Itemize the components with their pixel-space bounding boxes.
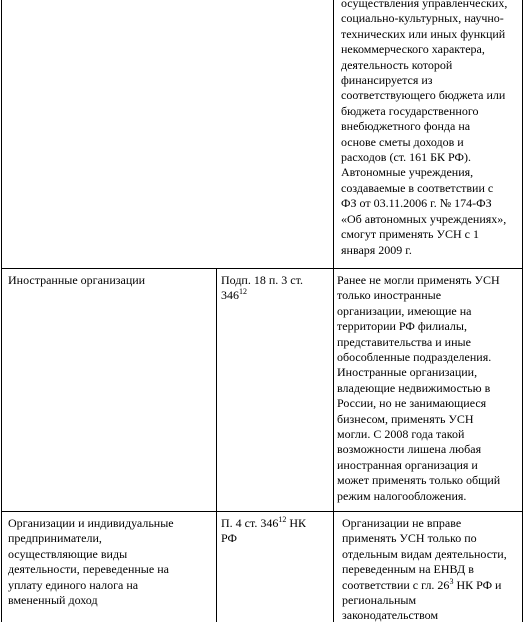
comment-line: внебюджетного фонда на <box>341 119 471 134</box>
comment-line: обособленные подразделения. <box>337 350 492 365</box>
comment-line: деятельность которой <box>341 57 453 72</box>
row-3-category <box>8 516 213 608</box>
reference-line: РФ <box>221 531 237 546</box>
comment-line: представительства и иные <box>337 334 471 349</box>
comment-line: создаваемые в соответствии с <box>341 180 494 195</box>
comment-line: отдельным видам деятельности, <box>342 546 507 561</box>
reference-line: Подп. 18 п. 3 ст. <box>221 273 303 287</box>
reference-text: 346 <box>221 288 239 303</box>
reference-text: П. 4 ст. 346 <box>221 516 279 530</box>
category-line: осуществляющие виды <box>8 546 128 561</box>
comment-line: социально-культурных, научно- <box>341 11 504 26</box>
comment-line: может применять только общий <box>337 473 501 488</box>
comment-line: применять УСН только по <box>342 531 477 546</box>
row-3-reference <box>221 516 331 547</box>
comment-line: смогут применять УСН с 1 <box>341 227 479 242</box>
comment-line: января 2009 г. <box>341 242 412 257</box>
row-3-comment <box>342 516 522 624</box>
comment-line: осуществления управленческих, <box>341 0 508 10</box>
comment-line: переведенным на ЕНВД в <box>342 562 474 577</box>
reference-sup: 12 <box>239 287 247 297</box>
comment-line: бизнесом, применять УСН <box>337 411 474 426</box>
comment-line: Ранее не могли применять УСН <box>337 273 500 287</box>
row-border-2 <box>1 511 523 512</box>
category-text: Иностранные организации <box>8 273 146 287</box>
comment-line <box>342 578 522 593</box>
comment-line: только иностранные <box>337 288 442 303</box>
category-line: предприниматели, <box>8 531 102 546</box>
comment-line: территории РФ филиалы, <box>337 319 467 334</box>
comment-line: владеющие недвижимостью в <box>337 380 491 395</box>
comment-line: организации, имеющие на <box>337 303 472 318</box>
row-2-reference <box>221 273 331 304</box>
comment-line: финансируется из <box>341 73 433 88</box>
reference-line <box>221 516 331 531</box>
comment-line: Автономные учреждения, <box>341 165 474 180</box>
row-2-comment <box>337 273 522 504</box>
reference-line <box>221 288 331 303</box>
comment-sup: 3 <box>449 576 454 586</box>
comment-line: иностранная организация и <box>337 457 478 472</box>
column-border-left <box>1 0 2 622</box>
row-1-comment <box>341 0 523 258</box>
comment-line: региональным <box>342 593 417 608</box>
comment-line: технических или иных функций <box>341 26 506 41</box>
category-line: Организации и индивидуальные <box>8 516 174 530</box>
category-line: деятельности, переведенные на <box>8 562 169 577</box>
column-border-2 <box>333 0 334 622</box>
comment-line: законодательством <box>342 608 439 623</box>
comment-line: Организации не вправе <box>342 516 462 530</box>
category-line: уплату единого налога на <box>8 577 139 592</box>
comment-line: могли. С 2008 года такой <box>337 427 465 442</box>
row-2-category <box>8 273 213 288</box>
category-line: вмененный доход <box>8 593 98 608</box>
column-border-1 <box>216 268 217 622</box>
comment-line: бюджета государственного <box>341 103 479 118</box>
comment-text-after: НК РФ и <box>453 577 502 592</box>
comment-line: возможности лишена любая <box>337 442 482 457</box>
comment-line: соответствующего бюджета или <box>341 88 506 103</box>
comment-line: расходов (ст. 161 БК РФ). <box>341 150 471 165</box>
comment-line: России, но не занимающиеся <box>337 396 487 411</box>
comment-line: режим налогообложения. <box>337 488 467 503</box>
comment-line: основе сметы доходов и <box>341 134 464 149</box>
comment-line: «Об автономных учреждениях», <box>341 211 507 226</box>
reference-sup: 12 <box>278 515 287 524</box>
comment-line: Иностранные организации, <box>337 365 478 380</box>
comment-line: некоммерческого характера, <box>341 42 485 57</box>
row-border-1 <box>1 268 523 269</box>
comment-text: соответствии с гл. 26 <box>342 577 450 592</box>
reference-text-after: НК <box>286 516 307 530</box>
comment-line: ФЗ от 03.11.2006 г. № 174-ФЗ <box>341 196 492 211</box>
